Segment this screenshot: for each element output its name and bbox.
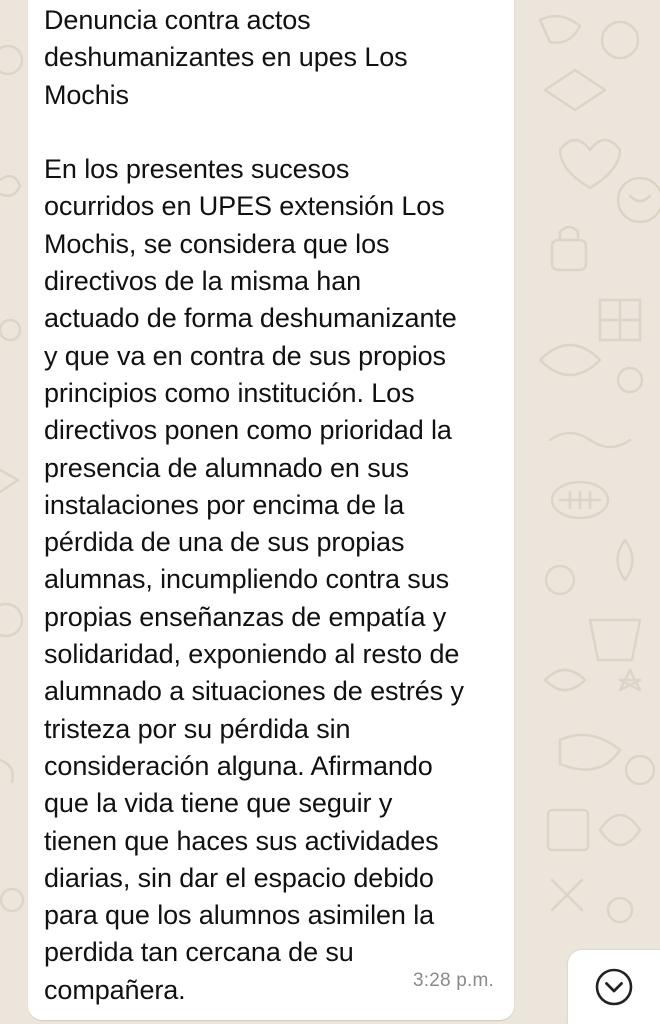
scroll-to-bottom-button[interactable]	[568, 950, 660, 1024]
message-timestamp: 3:28 p.m.	[412, 970, 494, 991]
chevron-down-circle-icon	[594, 967, 634, 1007]
message-bubble[interactable]	[28, 0, 514, 1020]
message-text: Denuncia contra actos deshumanizantes en upes Los Mochis En los presentes sucesos ocurridos en UPES extensión Los Mochis, se considera que los directivos de la misma han actuado de forma deshumanizante y que va en contra de sus propios principios como institución. Los directivos ponen como prioridad la presencia de alumnado en sus instalaciones por encima de la pérdida de una de sus propias alumnas, incumpliendo contra sus propias enseñanzas de empatía y solidaridad, exponiendo al resto de alumnado a situaciones de estrés y tristeza por su pérdida sin consideración alguna. Afirmando que la vida tiene que seguir y tienen que haces sus actividades diarias, sin dar el espacio debido para que los alumnos asimilen la perdida tan cercana de su compañera.	[44, 5, 464, 1005]
